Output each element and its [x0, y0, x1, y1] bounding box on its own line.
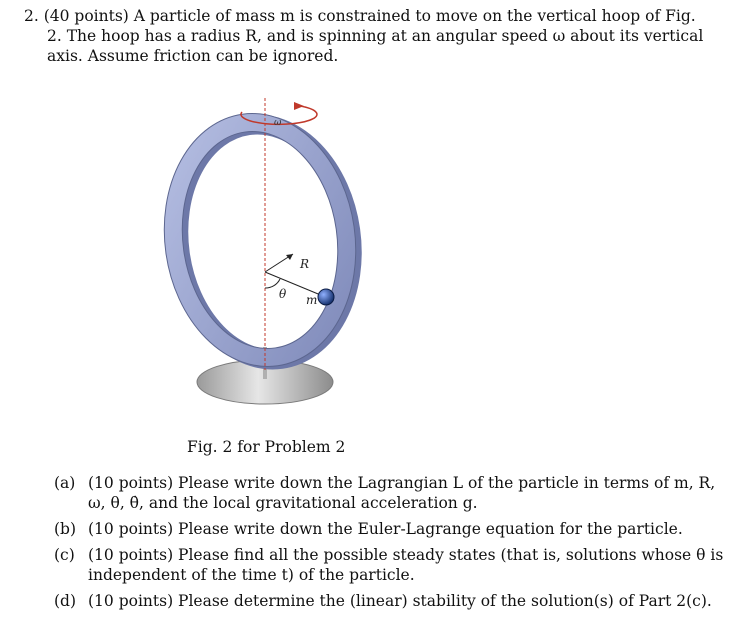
problem-line-3: axis. Assume friction can be ignored. [47, 47, 339, 65]
problem-statement [24, 6, 724, 66]
radius-label: R [300, 257, 310, 271]
part-b-tag: (b) [54, 520, 77, 538]
figure-caption: Fig. 2 for Problem 2 [187, 438, 346, 456]
part-c [54, 545, 734, 585]
hoop-diagram [130, 92, 390, 422]
problem-line-1: 2. (40 points) A particle of mass m is constrained to move on the vertical hoop of Fig. [24, 7, 696, 25]
mass-label: m [306, 293, 318, 307]
theta-arc [265, 279, 280, 288]
hoop-figure [130, 92, 390, 422]
theta-label: θ [279, 287, 287, 301]
rotation-arrowhead-icon [294, 102, 304, 110]
part-a-line-2: ω, θ, θ̇, and the local gravitational acceleration g. [88, 494, 478, 512]
part-d [54, 591, 734, 611]
part-c-line-2: independent of the time t) of the particle. [88, 566, 415, 584]
part-a [54, 473, 734, 513]
radius-arrowhead-icon [286, 254, 293, 260]
part-a-line-1: (10 points) Please write down the Lagrangian L of the particle in terms of m, R, [88, 474, 716, 492]
hoop [158, 111, 361, 369]
part-d-tag: (d) [54, 592, 77, 610]
mass-ball [318, 289, 334, 305]
part-d-line-1: (10 points) Please determine the (linear) stability of the solution(s) of Part 2(c). [88, 592, 712, 610]
problem-line-2: 2. The hoop has a radius R, and is spinning at an angular speed ω about its vertical [47, 27, 704, 45]
part-c-tag: (c) [54, 546, 75, 564]
part-b-line-1: (10 points) Please write down the Euler-Lagrange equation for the particle. [88, 520, 683, 538]
part-c-line-1: (10 points) Please find all the possible steady states (that is, solutions whose θ is [88, 546, 724, 564]
part-a-tag: (a) [54, 474, 76, 492]
omega-label: ω [274, 118, 282, 128]
problem-parts [54, 473, 734, 617]
part-b [54, 519, 734, 539]
